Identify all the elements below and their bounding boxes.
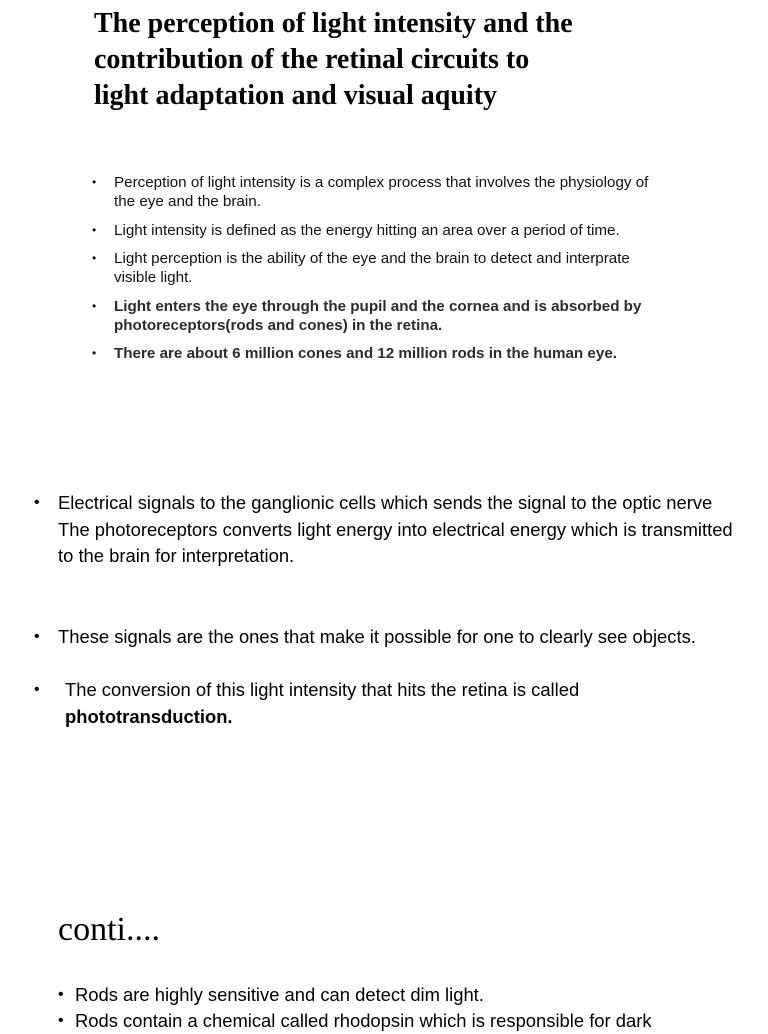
list-item [92,249,672,287]
bullet-text [65,677,734,730]
bullet-text: Rods are highly sensitive and can detect dim light. [75,984,484,1005]
continued-bullet-list [58,982,758,1034]
bullet-icon: • [92,298,97,313]
list-item [34,490,734,570]
bullet-text: Electrical signals to the ganglionic cells which sends the signal to the optic nerve The photoreceptors converts light energy into electrical energy which is transmitted to the brain for interpretation. [58,492,733,566]
bullet-icon: • [58,986,64,1003]
list-item [58,1008,758,1034]
phototransduction-term: phototransduction. [65,705,233,727]
bullet-icon: • [58,1012,64,1029]
bullet-icon: • [34,494,40,511]
bullet-icon: • [92,175,97,189]
intro-bullet-list [92,173,672,373]
bullet-icon: • [92,346,97,360]
bullet-text: Light enters the eye through the pupil and the cornea and is absorbed by photoreceptors(rods and cones) in the retina. [114,297,642,334]
bullet-text: Perception of light intensity is a complex process that involves the physiology of the eye and the brain. [114,174,649,210]
list-item [34,677,734,730]
bullet-icon: • [34,681,40,698]
bullet-icon: • [34,627,40,645]
bullet-text: Rods contain a chemical called rhodopsin which is responsible for dark [75,1010,652,1031]
bullet-text: Light intensity is defined as the energy hitting an area over a period of time. [114,221,620,239]
bullet-icon: • [92,251,97,265]
list-item [92,297,672,335]
list-item [92,173,672,211]
bullet-text: There are about 6 million cones and 12 million rods in the human eye. [114,345,617,362]
list-item [58,982,758,1008]
bullet-icon: • [92,222,97,237]
main-bullet-list [34,490,734,730]
bullet-text: These signals are the ones that make it possible for one to clearly see objects. [58,625,696,647]
title-line-2: contribution of the retinal circuits to [94,44,530,75]
list-item [34,624,734,651]
section-heading: conti.... [58,911,160,948]
conversion-text: The conversion of this light intensity that hits the retina is called [65,679,580,700]
list-item [92,221,672,240]
title-line-1: The perception of light intensity and the [94,8,573,39]
page-title [94,6,694,114]
bullet-text: Light perception is the ability of the eye and the brain to detect and interprate visible light. [114,250,630,286]
title-line-3: light adaptation and visual aquity [94,80,498,111]
list-item [92,344,672,363]
